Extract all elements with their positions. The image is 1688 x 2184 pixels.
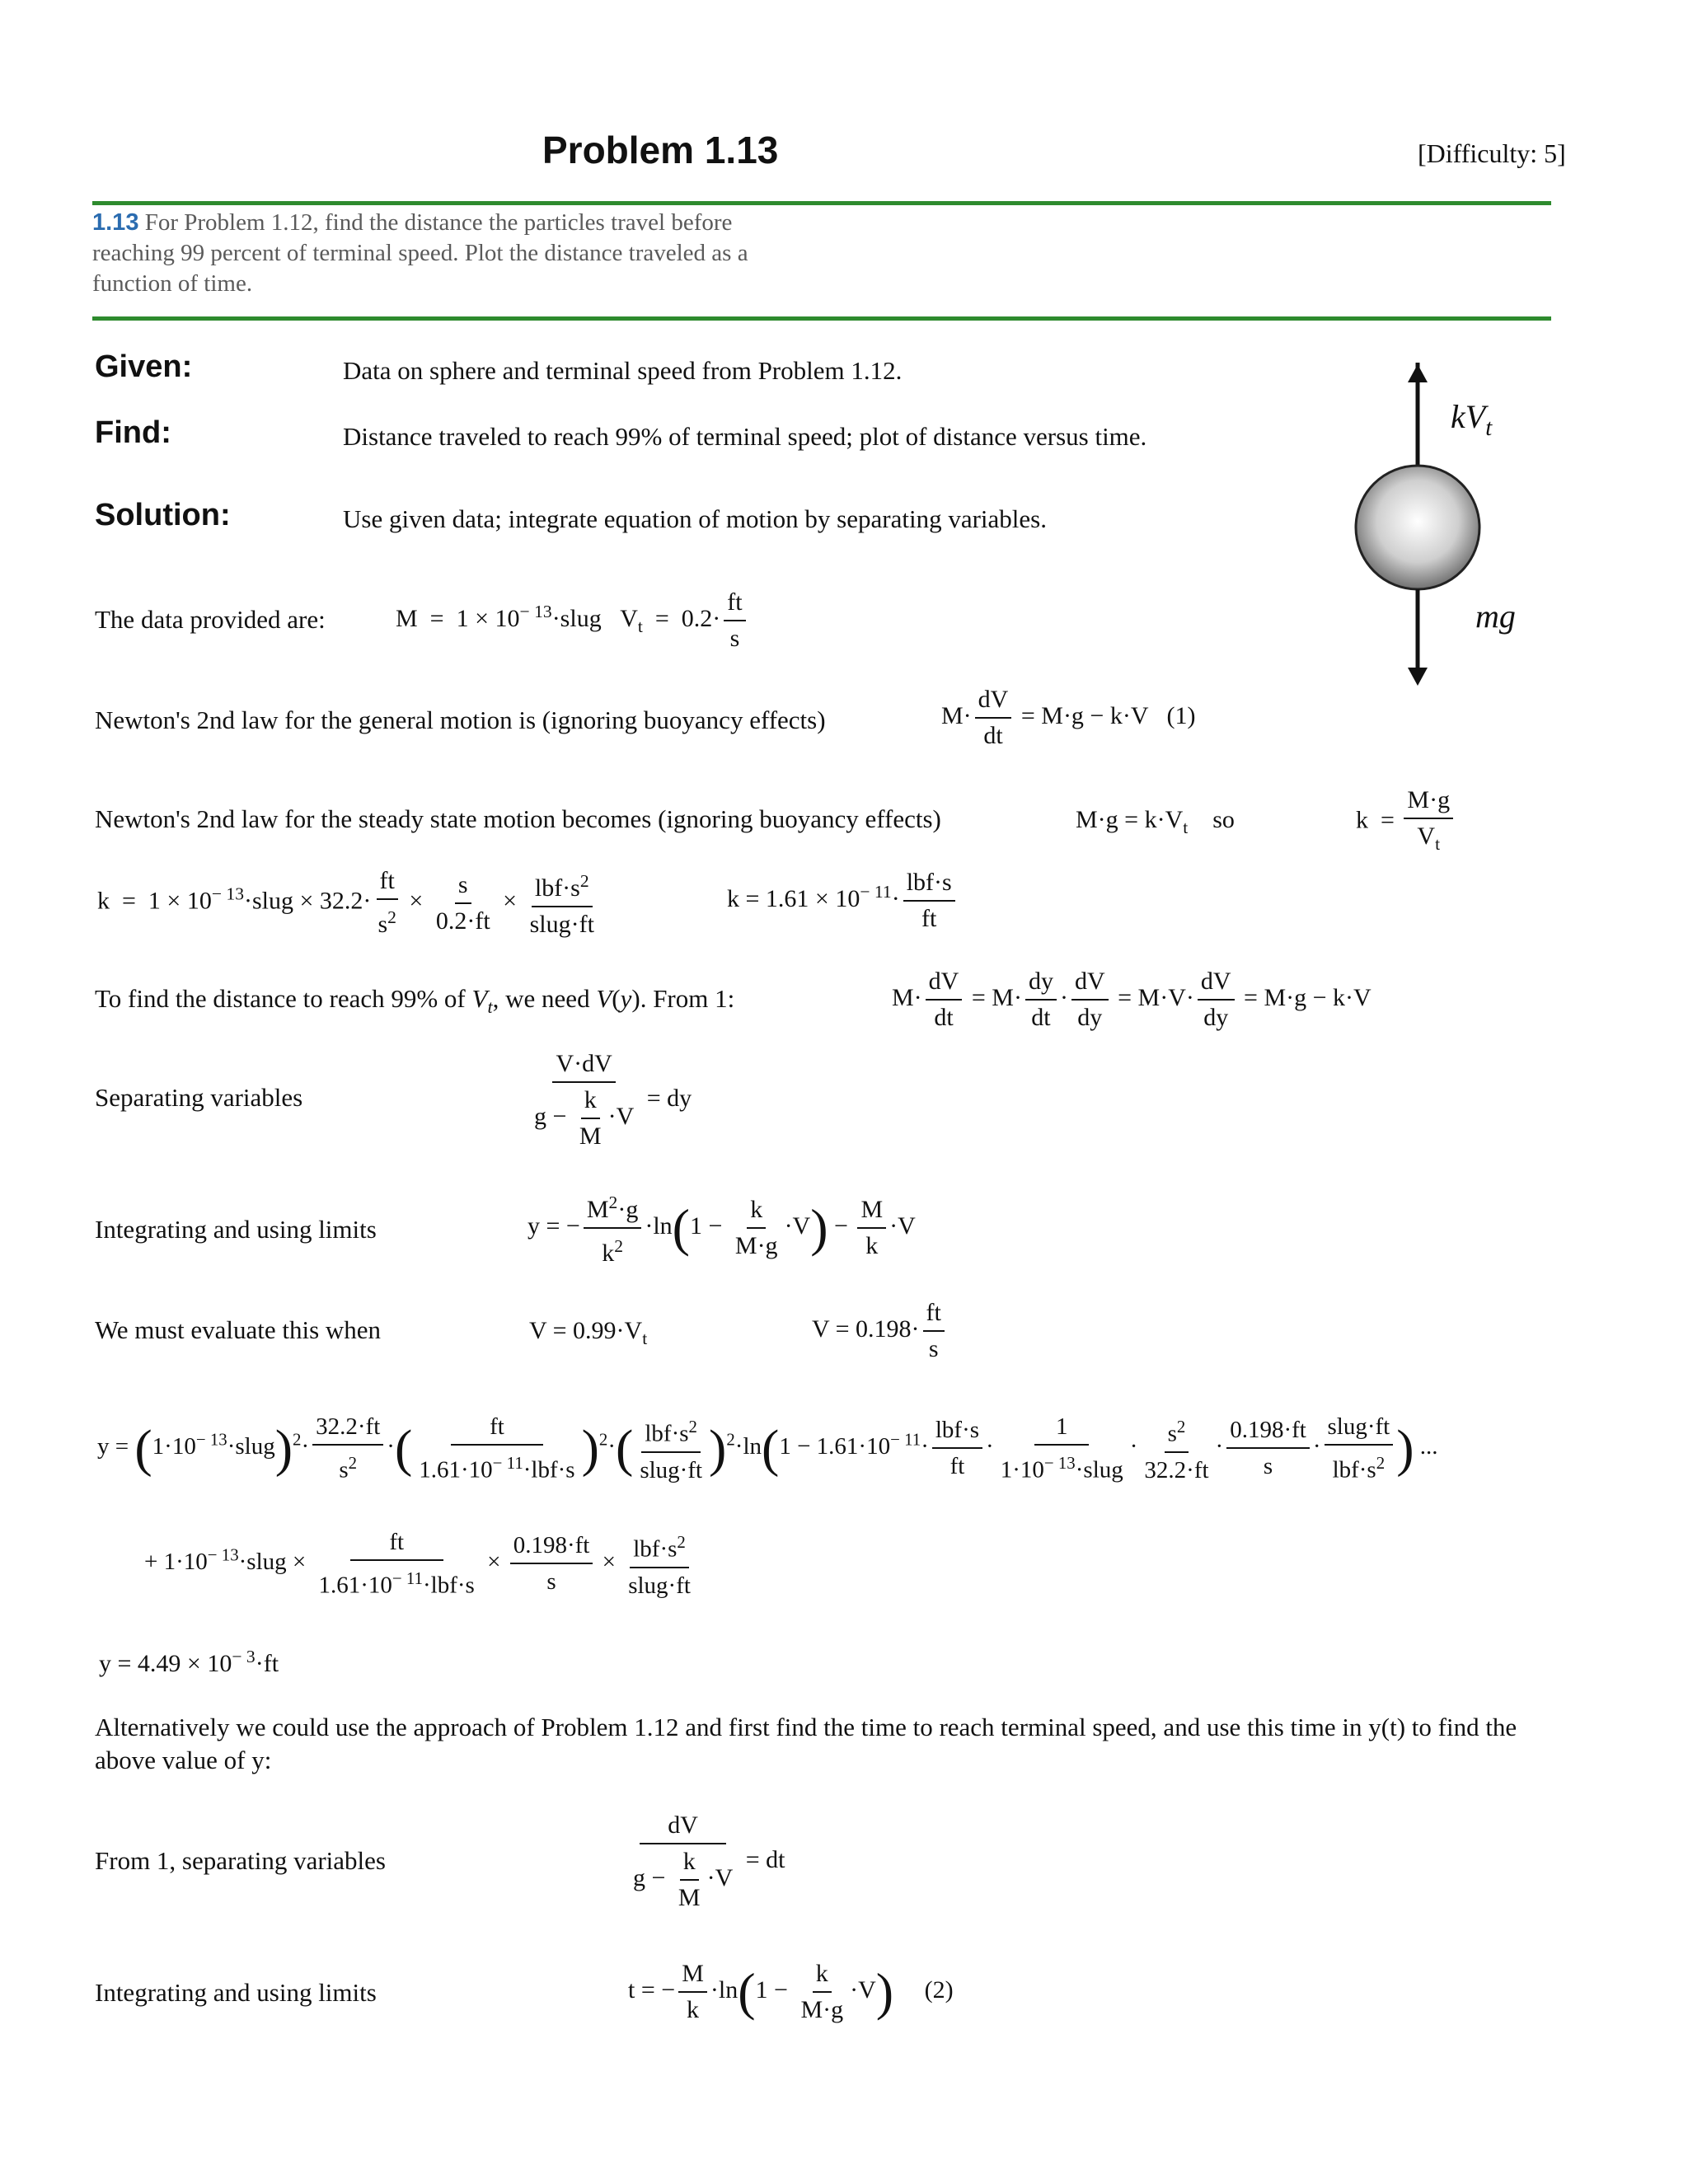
from1-label: From 1, separating variables bbox=[95, 1846, 386, 1875]
y-of-v-equation: y = − $\frac{M^2\cdot g}{k^2}$ ·ln(1 − $\frac{k}{M\cdot g}$ ·V) − $\frac{M}{k}$ ·V bbox=[528, 1187, 916, 1269]
page-title: Problem 1.13 bbox=[542, 129, 779, 171]
weight-arrow-head bbox=[1408, 668, 1428, 686]
k-value: $k = 1.61 \times 10^{- 11}\cdot$ $\frac{\text{lbf·s}}{ft}$ bbox=[727, 867, 959, 935]
equation-1: M· $\frac{dV}{dt}$ = M·g − k·V (1) bbox=[941, 686, 1196, 749]
data-provided-label: The data provided are: bbox=[95, 605, 326, 634]
drag-arrow-head bbox=[1408, 364, 1428, 382]
distance-intro: To find the distance to reach 99% of $V_t$, we need V(y). From 1: bbox=[95, 984, 735, 1018]
y-result: $y = 4.49 \times 10^{- 3}\cdot ft$ bbox=[99, 1647, 279, 1677]
separating-label: Separating variables bbox=[95, 1083, 303, 1112]
solution-text: Use given data; integrate equation of motion by separating variables. bbox=[343, 504, 1047, 533]
bottom-rule bbox=[92, 316, 1551, 321]
problem-text: For Problem 1.12, find the distance the particles travel before reaching 99 percent of terminal speed. Plot the distance traveled as a function of time. bbox=[92, 209, 748, 297]
alternative-paragraph: Alternatively we could use the approach of Problem 1.12 and first find the time to reach terminal speed, and use this time in y(t) to find the above value of y: bbox=[95, 1713, 1517, 1774]
chain-rule-equation: M· $\frac{dV}{dt}$ = M· $\frac{dy}{dt}$ · $\frac{dV}{dy}$ = M·V· $\frac{dV}{dy}$ = M·g − k·V bbox=[892, 968, 1372, 1031]
equation-2: t = − $\frac{M}{k}$ ·ln(1 − $\frac{k}{M\cdot g}$ ·V) (2) bbox=[628, 1960, 954, 2023]
separated-equation: V·dV g − $\frac{k}{M}$ ·V = dy bbox=[534, 1050, 692, 1150]
find-text: Distance traveled to reach 99% of terminal speed; plot of distance versus time. bbox=[343, 422, 1147, 451]
v-condition: $V = 0.99\cdot V_t$ bbox=[529, 1317, 648, 1348]
problem-statement bbox=[92, 208, 776, 299]
integrating2-label: Integrating and using limits bbox=[95, 1978, 377, 2007]
evaluate-label: We must evaluate this when bbox=[95, 1315, 382, 1344]
newton-steady-label: Newton's 2nd law for the steady state motion becomes (ignoring buoyancy effects) bbox=[95, 804, 941, 833]
newton-general-label: Newton's 2nd law for the general motion is (ignoring buoyancy effects) bbox=[95, 705, 826, 734]
solution-label: Solution: bbox=[95, 498, 231, 532]
y-numeric-line-2: + $1\cdot 10^{- 13}\cdot slug$ × $\frac{ft}{1.61\cdot 10^{- 11}\cdot lbf\cdot s}$ × $\frac{0.198\cdot ft}{s}$ × $\frac{lbf\cdot s^2}{\text{slug·ft}}$ bbox=[144, 1526, 697, 1601]
k-computation: $k = 1 \times 10^{- 13}\cdot slug \times 32.2\cdot$ $\frac{ft}{s^2}$ × $\frac{s}{0.2\cdot ft}$ × $\frac{lbf\cdot s^2}{\text{slug·ft}}$ bbox=[97, 867, 594, 938]
difficulty-label: [Difficulty: 5] bbox=[1418, 138, 1566, 168]
weight-label: mg bbox=[1475, 598, 1516, 635]
dt-separated-equation: dV g − $\frac{k}{M}$ ·V = dt bbox=[633, 1811, 785, 1911]
v-value: V = 0.198· $\frac{ft}{s}$ bbox=[812, 1297, 948, 1365]
integrating-label: Integrating and using limits bbox=[95, 1215, 377, 1244]
find-label: Find: bbox=[95, 415, 171, 450]
problem-number: 1.13 bbox=[92, 209, 139, 236]
k-expression: k = $\frac{M\cdot g}{V_t}$ bbox=[1356, 785, 1456, 860]
sphere bbox=[1356, 466, 1479, 589]
steady-equation: $M\cdot g = k\cdot V_t$ so bbox=[1076, 806, 1235, 837]
y-numeric-line-1: $y = (1\cdot 10^{- 13}\cdot slug)^2\cdot$ $\frac{32.2\cdot ft}{s^2}$ ·( $\frac{ft}{1.61\cdot 10^{- 11}\cdot lbf\cdot s}$ )$^2$·( $\frac{lbf\cdot s^2}{\text{slug·ft}}$ )$^2\cdot\ln(1 - 1.61\cdot 10^{- 11}\cdot$ $\frac{\text{lbf·s}}{ft}$ · $\frac{1}{1\cdot 10^{- 13}\cdot slug}$ · $\frac{s^2}{32.2\cdot ft}$ · $\frac{0.198\cdot ft}{s}$ · $\frac{\text{slug·ft}}{lbf\cdot s^2}$ ) ... bbox=[97, 1411, 1438, 1486]
given-text: Data on sphere and terminal speed from Problem 1.12. bbox=[343, 356, 903, 385]
drag-force-label: $kV_t$ bbox=[1451, 398, 1493, 441]
top-rule bbox=[92, 201, 1551, 205]
given-label: Given: bbox=[95, 349, 193, 384]
given-data-equation: $M = 1 \times 10^{- 13}\cdot slug$ $V_t = 0.2\cdot$ $\frac{ft}{s}$ bbox=[396, 587, 749, 654]
